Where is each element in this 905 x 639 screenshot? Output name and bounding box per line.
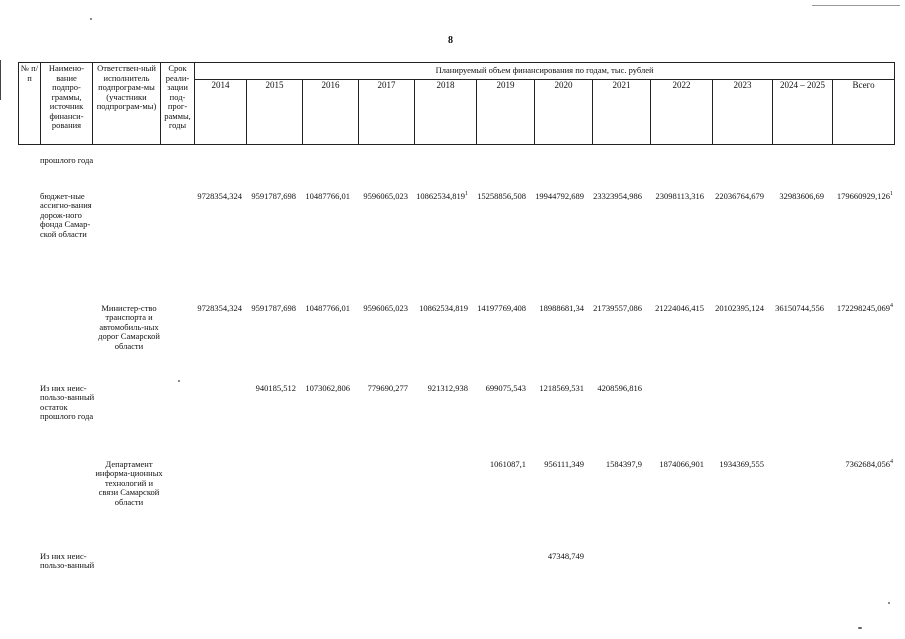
- value-cell: [486, 384, 526, 393]
- col-executor-header: Ответствен-ный исполнитель подпрограм-мы (участники подпрограм-мы): [93, 63, 161, 145]
- year-header: 2021: [593, 80, 651, 145]
- value-cell: [477, 192, 526, 201]
- value-text: 21739557,086: [593, 303, 642, 313]
- value-text: 9596065,023: [363, 191, 408, 201]
- top-rule: [812, 5, 900, 6]
- value-text: 940185,512: [255, 383, 296, 393]
- value-cell: [539, 384, 584, 393]
- financing-table-header: [18, 62, 895, 145]
- value-cell: [305, 304, 350, 313]
- row-name: прошлого года: [40, 155, 94, 165]
- value-cell: [715, 304, 764, 313]
- value-cell: [659, 460, 704, 469]
- value-text: 15258856,508: [477, 191, 526, 201]
- footnote-marker: 4: [890, 459, 893, 466]
- value-text: 9728354,324: [197, 303, 242, 313]
- value-cell: [655, 304, 704, 313]
- year-header: 2018: [415, 80, 477, 145]
- value-cell: [535, 192, 584, 201]
- value-text: 7362684,056: [845, 459, 890, 469]
- scan-speck: [90, 18, 92, 20]
- col-financing-header: Планируемый объем финансирования по годам, тыс. рублей: [195, 63, 895, 80]
- scan-speck: [858, 627, 862, 629]
- value-text: 956111,349: [544, 459, 584, 469]
- row-executor: Министер-ство транспорта и автомобиль-ных дорог Самарской области: [98, 303, 160, 351]
- value-text: 1073062,806: [305, 383, 350, 393]
- year-header: 2019: [477, 80, 535, 145]
- value-text: 9728354,324: [197, 191, 242, 201]
- value-text: 23098113,316: [655, 191, 704, 201]
- value-cell: [363, 304, 408, 313]
- value-cell: [197, 304, 242, 313]
- value-text: 19944792,689: [535, 191, 584, 201]
- value-text: 9596065,023: [363, 303, 408, 313]
- value-cell: [363, 192, 408, 201]
- value-cell: [597, 384, 642, 393]
- year-header: 2024 – 2025: [773, 80, 833, 145]
- value-cell: [606, 460, 642, 469]
- value-text: 10487766,01: [305, 191, 350, 201]
- value-cell: [837, 192, 893, 201]
- value-text: 1934369,555: [719, 459, 764, 469]
- value-text: 36150744,556: [775, 303, 824, 313]
- value-text: 9591787,698: [251, 191, 296, 201]
- year-header: 2015: [247, 80, 303, 145]
- value-text: 1584397,9: [605, 459, 642, 469]
- value-cell: [419, 304, 468, 313]
- footnote-marker: 1: [890, 191, 893, 198]
- value-text: 14197769,408: [477, 303, 526, 313]
- value-text: 779690,277: [367, 383, 408, 393]
- value-text: 23323954,986: [593, 191, 642, 201]
- value-text: 1874066,901: [659, 459, 704, 469]
- value-cell: [477, 304, 526, 313]
- value-text: 4208596,816: [597, 383, 642, 393]
- footnote-marker: 1: [465, 191, 468, 198]
- value-cell: [593, 192, 642, 201]
- row-name: Из них неис-пользо-ванный остаток прошлого года: [40, 383, 95, 422]
- value-text: 9591787,698: [251, 303, 296, 313]
- value-cell: [779, 192, 824, 201]
- value-text: 1218569,531: [539, 383, 584, 393]
- row-name: бюджет-ные ассигно-вания дорож-ного фонда Самар-ской области: [40, 191, 92, 239]
- scan-speck: [888, 602, 890, 604]
- value-cell: [305, 192, 350, 201]
- year-header: 2017: [359, 80, 415, 145]
- value-text: 32983606,69: [779, 191, 824, 201]
- year-header: 2014: [195, 80, 247, 145]
- value-cell: [368, 384, 408, 393]
- value-cell: [837, 304, 893, 313]
- value-cell: [593, 304, 642, 313]
- value-cell: [256, 384, 296, 393]
- value-text: 10862534,819: [416, 191, 465, 201]
- year-header: 2016: [303, 80, 359, 145]
- value-cell: [305, 384, 350, 393]
- value-cell: [719, 460, 764, 469]
- footnote-marker: 4: [890, 303, 893, 310]
- value-cell: [251, 192, 296, 201]
- value-text: 1061087,1: [489, 459, 526, 469]
- value-cell: [845, 460, 893, 469]
- year-header: 2022: [651, 80, 713, 145]
- scan-speck: [178, 380, 180, 382]
- value-cell: [539, 304, 584, 313]
- col-name-header: Наимено-вание подпро-граммы, источник финанси-рования: [41, 63, 93, 145]
- year-header: Всего: [833, 80, 895, 145]
- value-text: 18988681,34: [539, 303, 584, 313]
- value-text: 21224046,415: [655, 303, 704, 313]
- col-term-header: Срок реали-зации под-прог-раммы, годы: [161, 63, 195, 145]
- year-header: 2020: [535, 80, 593, 145]
- value-text: 22036764,679: [715, 191, 764, 201]
- left-edge-mark: [0, 60, 1, 100]
- value-text: 172298245,069: [836, 303, 890, 313]
- value-cell: [548, 552, 584, 561]
- value-cell: [544, 460, 584, 469]
- row-name: Из них неис-пользо-ванный: [40, 551, 95, 571]
- value-cell: [416, 192, 468, 201]
- value-text: 179660929,126: [836, 191, 890, 201]
- value-cell: [197, 192, 242, 201]
- value-cell: [428, 384, 468, 393]
- value-text: 10487766,01: [305, 303, 350, 313]
- value-text: 10862534,819: [419, 303, 468, 313]
- year-header: 2023: [713, 80, 773, 145]
- value-cell: [251, 304, 296, 313]
- value-cell: [775, 304, 824, 313]
- value-cell: [715, 192, 764, 201]
- value-cell: [655, 192, 704, 201]
- col-number-header: № п/п: [19, 63, 41, 145]
- value-text: 20102395,124: [715, 303, 764, 313]
- value-text: 699075,543: [485, 383, 526, 393]
- page-number: 8: [448, 35, 453, 46]
- value-cell: [490, 460, 526, 469]
- row-executor: Департамент информа-ционных технологий и связи Самарской области: [95, 459, 163, 507]
- value-text: 47348,749: [547, 551, 584, 561]
- value-text: 921312,938: [427, 383, 468, 393]
